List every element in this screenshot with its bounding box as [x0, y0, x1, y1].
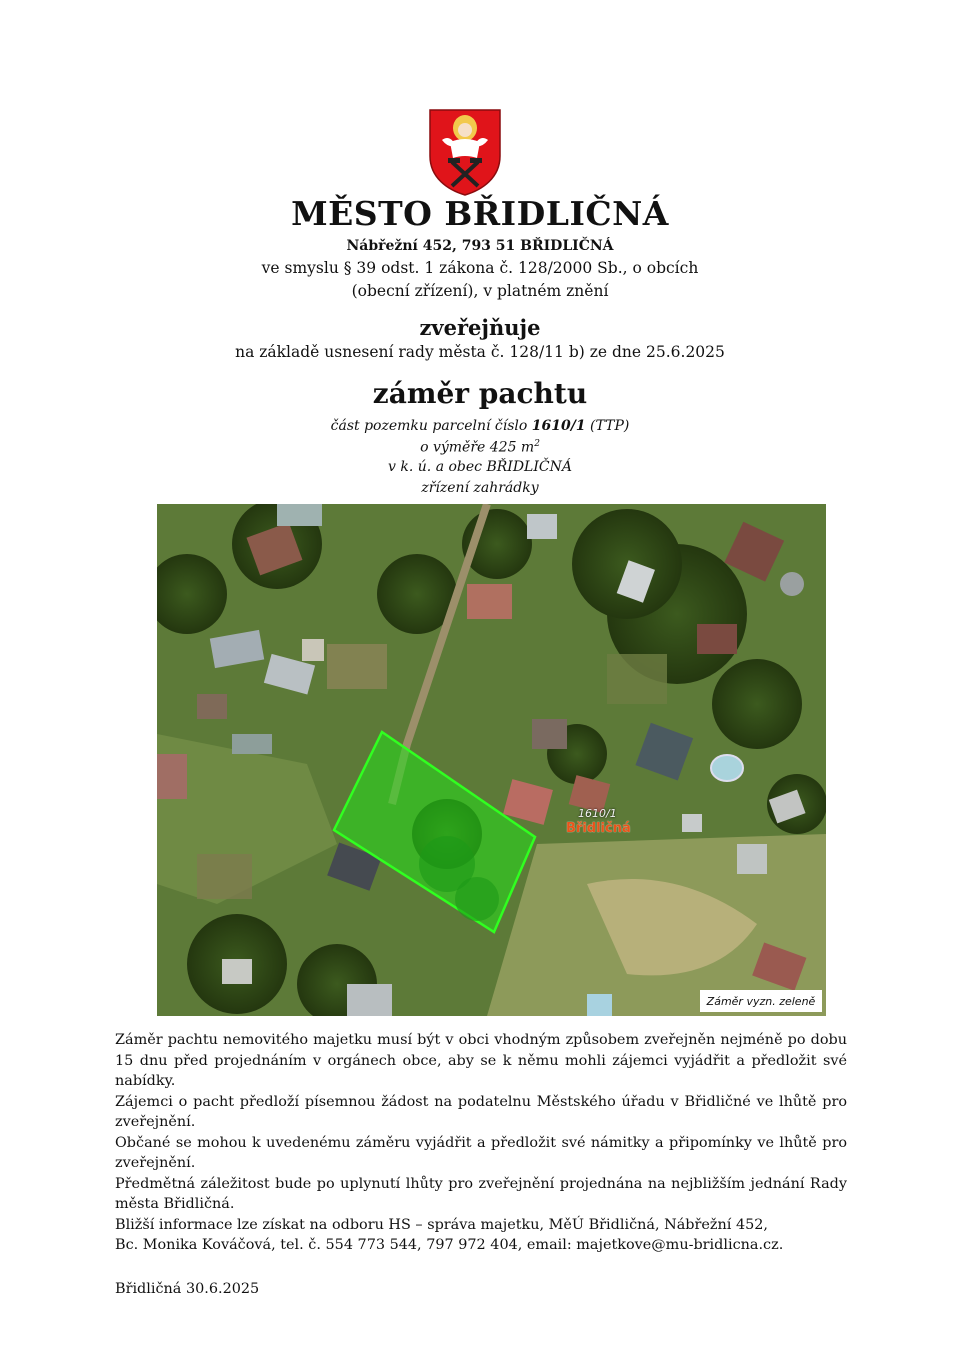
- town-title: MĚSTO BŘIDLIČNÁ: [291, 194, 669, 233]
- parcel-number: 1610/1: [531, 418, 586, 434]
- body-paragraph: Občané se mohou k uvedenému záměru vyjádřit a předložit své námitky a připomínky ve lhůtě pro zveřejnění.: [115, 1134, 847, 1171]
- area-text: o výměře 425 m: [420, 439, 535, 456]
- map-town-label: Břidličná: [566, 821, 631, 836]
- parcel-line: [0, 418, 960, 434]
- aerial-map-image: [157, 504, 826, 1016]
- map-parcel-label: 1610/1: [578, 807, 617, 820]
- area-line: [0, 439, 960, 456]
- body-text: [115, 1030, 847, 1256]
- cadastral-line: v k. ú. a obec BŘIDLIČNÁ: [388, 459, 572, 475]
- publishes-heading: zveřejňuje: [419, 315, 541, 340]
- map-caption: Záměr vyzn. zeleně: [700, 990, 822, 1012]
- legal-basis-line-1: ve smyslu § 39 odst. 1 zákona č. 128/2000 Sb., o obcích: [261, 259, 699, 277]
- resolution-line: na základě usnesení rady města č. 128/11 b) ze dne 25.6.2025: [235, 343, 725, 361]
- purpose-line: zřízení zahrádky: [421, 480, 539, 496]
- document-date: Břidličná 30.6.2025: [115, 1281, 260, 1297]
- aerial-map: [157, 504, 826, 1016]
- intent-title: záměr pachtu: [372, 377, 588, 410]
- legal-basis-line-2: (obecní zřízení), v platném znění: [351, 282, 609, 300]
- town-coat-of-arms-icon: [428, 108, 502, 196]
- parcel-suffix: (TTP): [585, 418, 630, 434]
- parcel-prefix: část pozemku parcelní číslo: [330, 418, 532, 434]
- body-paragraph: Předmětná záležitost bude po uplynutí lhůty pro zveřejnění projednána na nejbližším jednání Rady města Břidličná.: [115, 1175, 847, 1212]
- body-paragraph: Bližší informace lze získat na odboru HS – správa majetku, MěÚ Břidličná, Nábřežní 452,: [115, 1216, 768, 1233]
- contact-line: Bc. Monika Kováčová, tel. č. 554 773 544, 797 972 404, email: majetkove@mu-bridlicna.cz.: [115, 1237, 784, 1253]
- area-unit-exponent: 2: [534, 439, 540, 449]
- body-paragraph: Záměr pachtu nemovitého majetku musí být v obci vhodným způsobem zveřejněn nejméně po dobu 15 dnu před projednáním v orgánech obce, aby se k němu mohli zájemci vyjádřit a předložit své nabídky.: [115, 1032, 847, 1089]
- town-address: Nábřežní 452, 793 51 BŘIDLIČNÁ: [346, 238, 614, 254]
- body-paragraph: Zájemci o pacht předloží písemnou žádost na podatelnu Městského úřadu v Břidličné ve lhůtě pro zveřejnění.: [115, 1093, 847, 1130]
